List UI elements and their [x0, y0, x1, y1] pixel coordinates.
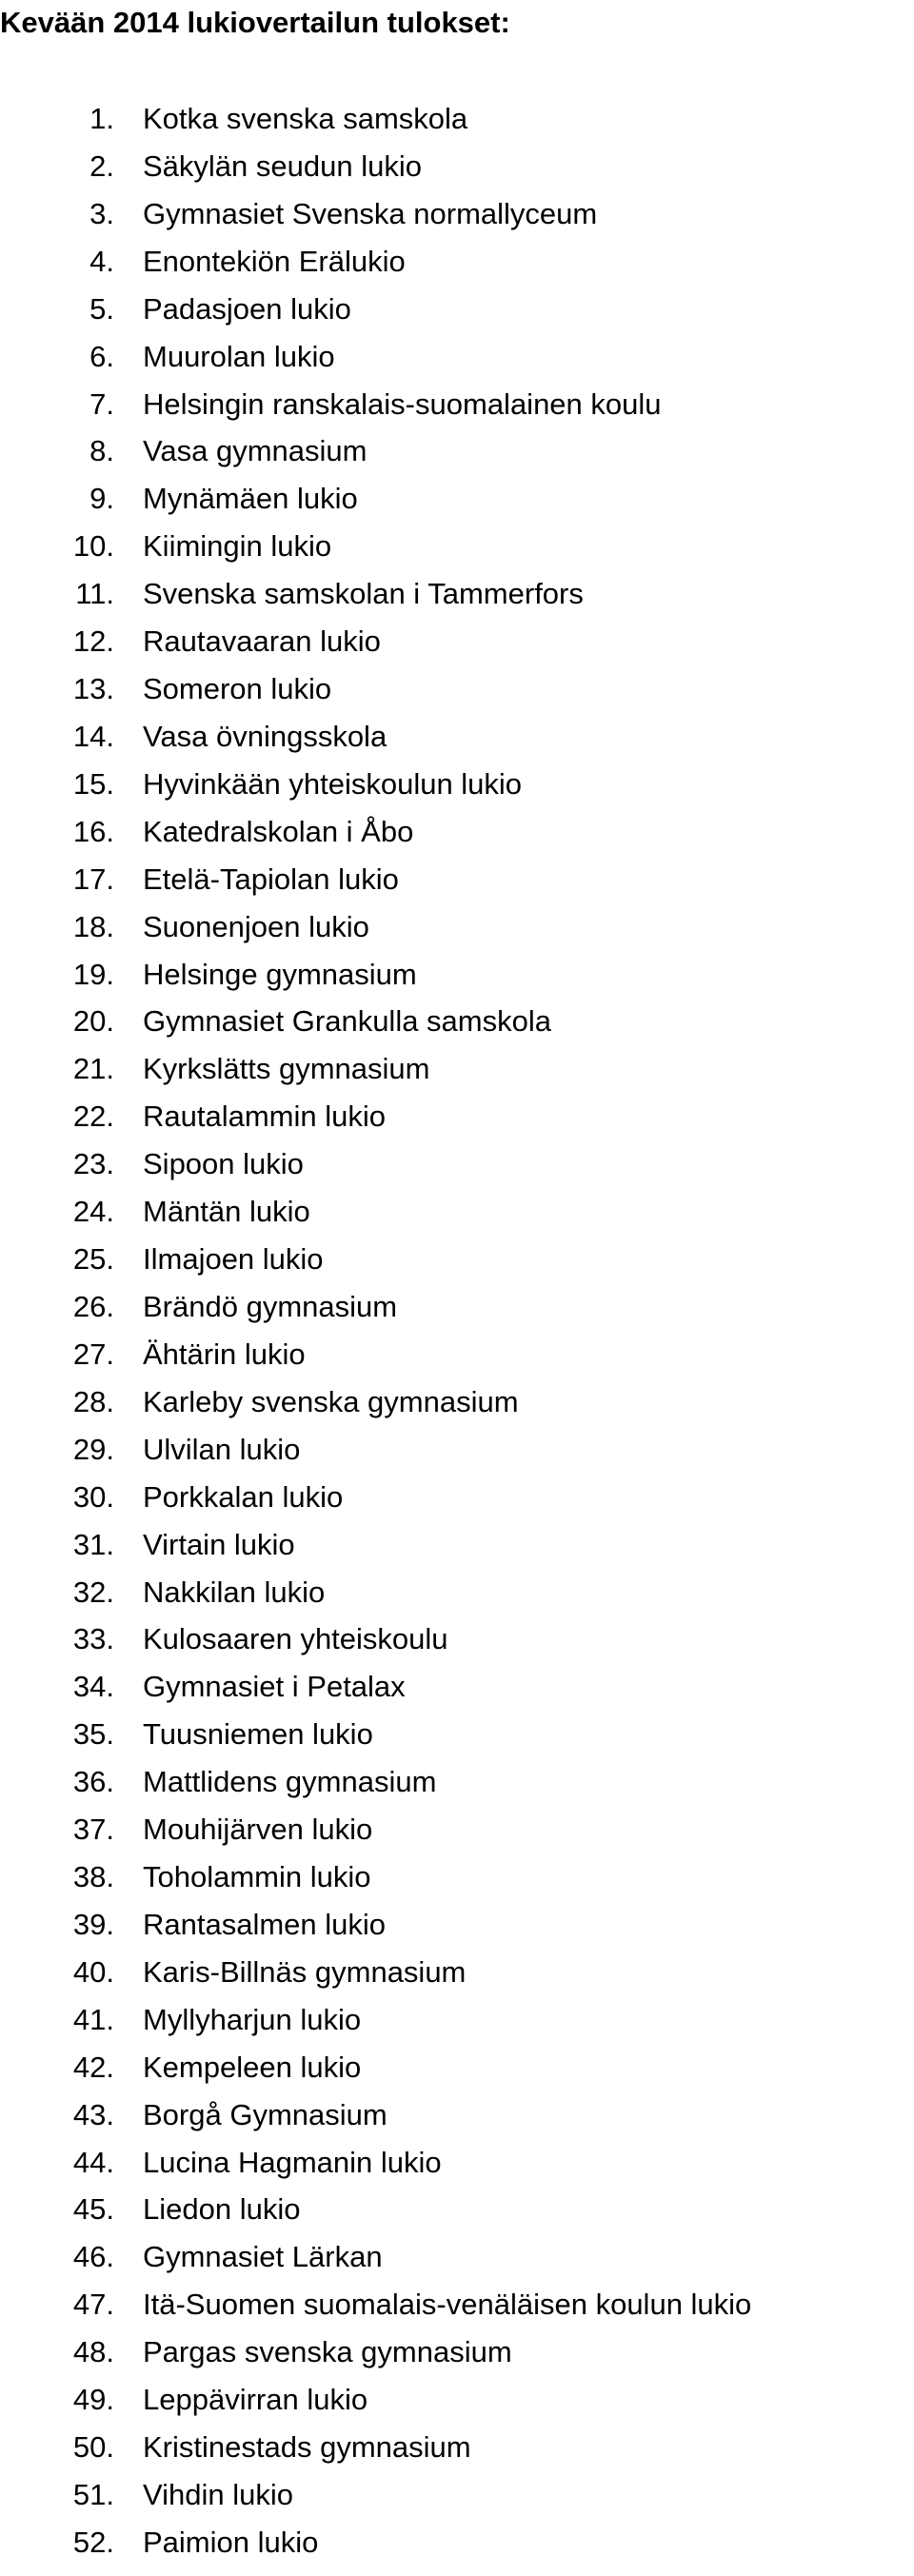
school-name: Virtain lukio — [143, 1527, 295, 1561]
school-name: Helsingin ranskalais-suomalainen koulu — [143, 386, 662, 421]
school-name: Katedralskolan i Åbo — [143, 814, 414, 848]
school-name: Mouhijärven lukio — [143, 1813, 373, 1847]
school-name: Kiimingin lukio — [143, 529, 332, 564]
list-item — [0, 998, 914, 1045]
school-name: Brändö gymnasium — [143, 1290, 398, 1323]
list-item — [0, 2376, 914, 2424]
school-name: Sipoon lukio — [143, 1147, 304, 1181]
school-name: Muurolan lukio — [143, 339, 335, 373]
list-item — [0, 1188, 914, 1236]
school-name: Rautavaaran lukio — [143, 624, 381, 659]
list-item — [0, 618, 914, 665]
rank-number: 10. — [72, 529, 114, 564]
list-item — [0, 95, 914, 143]
list-item — [0, 1996, 914, 2044]
rank-number: 36. — [72, 1765, 114, 1799]
school-name: Mattlidens gymnasium — [143, 1765, 437, 1799]
school-name: Kulosaaren yhteiskoulu — [143, 1622, 448, 1656]
list-item — [0, 1474, 914, 1521]
school-name: Kristinestads gymnasium — [143, 2430, 471, 2465]
rank-number: 26. — [72, 1290, 114, 1323]
rank-number: 29. — [72, 1432, 114, 1466]
rank-number: 19. — [72, 957, 114, 991]
rank-number: 14. — [72, 719, 114, 753]
list-item — [0, 427, 914, 475]
list-item — [0, 143, 914, 190]
list-item — [0, 2424, 914, 2471]
list-item — [0, 903, 914, 951]
school-name: Karis-Billnäs gymnasium — [143, 1954, 467, 1989]
list-item — [0, 1806, 914, 1853]
rank-number: 51. — [72, 2478, 114, 2511]
rank-number: 42. — [72, 2050, 114, 2084]
list-item — [0, 856, 914, 903]
rank-number: 34. — [72, 1670, 114, 1704]
school-name: Myllyharjun lukio — [143, 2002, 362, 2036]
school-name: Enontekiön Erälukio — [143, 244, 406, 278]
rank-number: 23. — [72, 1147, 114, 1181]
list-item — [0, 665, 914, 713]
school-name: Pargas svenska gymnasium — [143, 2335, 512, 2369]
rank-number: 44. — [72, 2145, 114, 2179]
school-name: Mynämäen lukio — [143, 482, 358, 516]
rank-number: 1. — [89, 102, 114, 135]
rank-number: 48. — [72, 2335, 114, 2369]
school-name: Karleby svenska gymnasium — [143, 1384, 519, 1418]
school-name: Rautalammin lukio — [143, 1100, 386, 1134]
rank-number: 52. — [72, 2525, 114, 2559]
school-name: Svenska samskolan i Tammerfors — [143, 577, 584, 611]
rank-number: 35. — [72, 1717, 114, 1752]
rank-number: 16. — [72, 814, 114, 848]
rank-number: 21. — [72, 1052, 114, 1086]
list-item — [0, 1093, 914, 1140]
list-item — [0, 1236, 914, 1283]
school-name: Padasjoen lukio — [143, 291, 351, 326]
list-item — [0, 190, 914, 238]
rank-number: 33. — [72, 1622, 114, 1656]
rank-number: 20. — [72, 1004, 114, 1039]
school-name: Kyrkslätts gymnasium — [143, 1052, 430, 1086]
list-item — [0, 1853, 914, 1901]
school-name: Vihdin lukio — [143, 2478, 293, 2511]
list-item — [0, 238, 914, 286]
rank-number: 32. — [72, 1575, 114, 1609]
school-name: Itä-Suomen suomalais-venäläisen koulun lukio — [143, 2288, 752, 2322]
list-item — [0, 2281, 914, 2328]
list-item — [0, 2091, 914, 2139]
list-item — [0, 523, 914, 570]
school-name: Gymnasiet Lärkan — [143, 2240, 383, 2274]
school-name: Ähtärin lukio — [143, 1337, 306, 1371]
rank-number: 37. — [72, 1813, 114, 1847]
list-item — [0, 475, 914, 523]
list-item — [0, 713, 914, 761]
rank-number: 43. — [72, 2097, 114, 2131]
list-item — [0, 1949, 914, 1996]
school-name: Gymnasiet i Petalax — [143, 1670, 406, 1704]
rank-number: 46. — [72, 2240, 114, 2274]
list-item — [0, 2233, 914, 2281]
rank-number: 3. — [89, 196, 114, 230]
school-name: Toholammin lukio — [143, 1860, 371, 1894]
school-name: Lucina Hagmanin lukio — [143, 2145, 442, 2179]
rank-number: 31. — [72, 1527, 114, 1561]
list-item — [0, 1569, 914, 1616]
list-item — [0, 1331, 914, 1378]
list-item — [0, 1901, 914, 1949]
rank-number: 49. — [72, 2383, 114, 2417]
list-item — [0, 1711, 914, 1758]
list-item — [0, 1283, 914, 1331]
rank-number: 5. — [89, 291, 114, 326]
rank-number: 2. — [89, 149, 114, 183]
rank-number: 18. — [72, 909, 114, 943]
school-name: Gymnasiet Grankulla samskola — [143, 1004, 551, 1039]
list-item — [0, 2044, 914, 2091]
rank-number: 13. — [72, 672, 114, 706]
school-name: Someron lukio — [143, 672, 332, 706]
school-name: Säkylän seudun lukio — [143, 149, 422, 183]
list-item — [0, 951, 914, 999]
list-item — [0, 1140, 914, 1188]
rank-number: 12. — [72, 624, 114, 659]
school-name: Tuusniemen lukio — [143, 1717, 373, 1752]
list-item — [0, 1663, 914, 1711]
list-item — [0, 570, 914, 618]
rank-number: 27. — [72, 1337, 114, 1371]
rank-number: 11. — [75, 577, 114, 611]
rank-number: 41. — [72, 2002, 114, 2036]
rank-number: 8. — [89, 434, 114, 468]
rank-number: 39. — [72, 1907, 114, 1941]
rank-number: 30. — [72, 1479, 114, 1514]
rank-number: 6. — [89, 339, 114, 373]
school-name: Porkkalan lukio — [143, 1479, 344, 1514]
rank-number: 45. — [72, 2192, 114, 2227]
list-item — [0, 2186, 914, 2233]
school-name: Liedon lukio — [143, 2192, 301, 2227]
rank-number: 24. — [72, 1195, 114, 1229]
list-item — [0, 1615, 914, 1663]
rank-number: 50. — [72, 2430, 114, 2465]
list-item — [0, 1521, 914, 1569]
list-item — [0, 1758, 914, 1806]
school-name: Helsinge gymnasium — [143, 957, 417, 991]
page-title: Kevään 2014 lukiovertailun tulokset: — [0, 6, 510, 39]
rank-number: 7. — [89, 386, 114, 421]
rank-number: 47. — [72, 2288, 114, 2322]
list-item — [0, 1378, 914, 1426]
school-name: Rantasalmen lukio — [143, 1907, 387, 1941]
rank-number: 40. — [72, 1954, 114, 1989]
list-item — [0, 2139, 914, 2187]
rank-number: 28. — [72, 1384, 114, 1418]
rank-number: 25. — [72, 1242, 114, 1277]
rank-number: 9. — [89, 482, 114, 516]
school-name: Etelä-Tapiolan lukio — [143, 862, 399, 896]
rank-number: 38. — [72, 1860, 114, 1894]
school-name: Leppävirran lukio — [143, 2383, 368, 2417]
list-item — [0, 1045, 914, 1093]
list-item — [0, 2471, 914, 2519]
school-name: Nakkilan lukio — [143, 1575, 326, 1609]
school-name: Vasa övningsskola — [143, 719, 387, 753]
rank-number: 15. — [72, 766, 114, 801]
list-item — [0, 333, 914, 381]
school-name: Kempeleen lukio — [143, 2050, 362, 2084]
school-name: Vasa gymnasium — [143, 434, 368, 468]
rank-number: 22. — [72, 1100, 114, 1134]
school-name: Ulvilan lukio — [143, 1432, 301, 1466]
school-name: Borgå Gymnasium — [143, 2097, 387, 2131]
list-item — [0, 808, 914, 856]
list-item — [0, 761, 914, 808]
rank-number: 17. — [72, 862, 114, 896]
list-item — [0, 2328, 914, 2376]
school-name: Gymnasiet Svenska normallyceum — [143, 196, 598, 230]
school-name: Suonenjoen lukio — [143, 909, 369, 943]
list-item — [0, 2519, 914, 2566]
school-name: Mäntän lukio — [143, 1195, 310, 1229]
school-name: Ilmajoen lukio — [143, 1242, 324, 1277]
school-name: Paimion lukio — [143, 2525, 319, 2559]
rank-number: 4. — [89, 244, 114, 278]
school-name: Hyvinkään yhteiskoulun lukio — [143, 766, 523, 801]
list-item — [0, 381, 914, 428]
list-item — [0, 1426, 914, 1474]
school-name: Kotka svenska samskola — [143, 102, 468, 135]
list-item — [0, 286, 914, 333]
